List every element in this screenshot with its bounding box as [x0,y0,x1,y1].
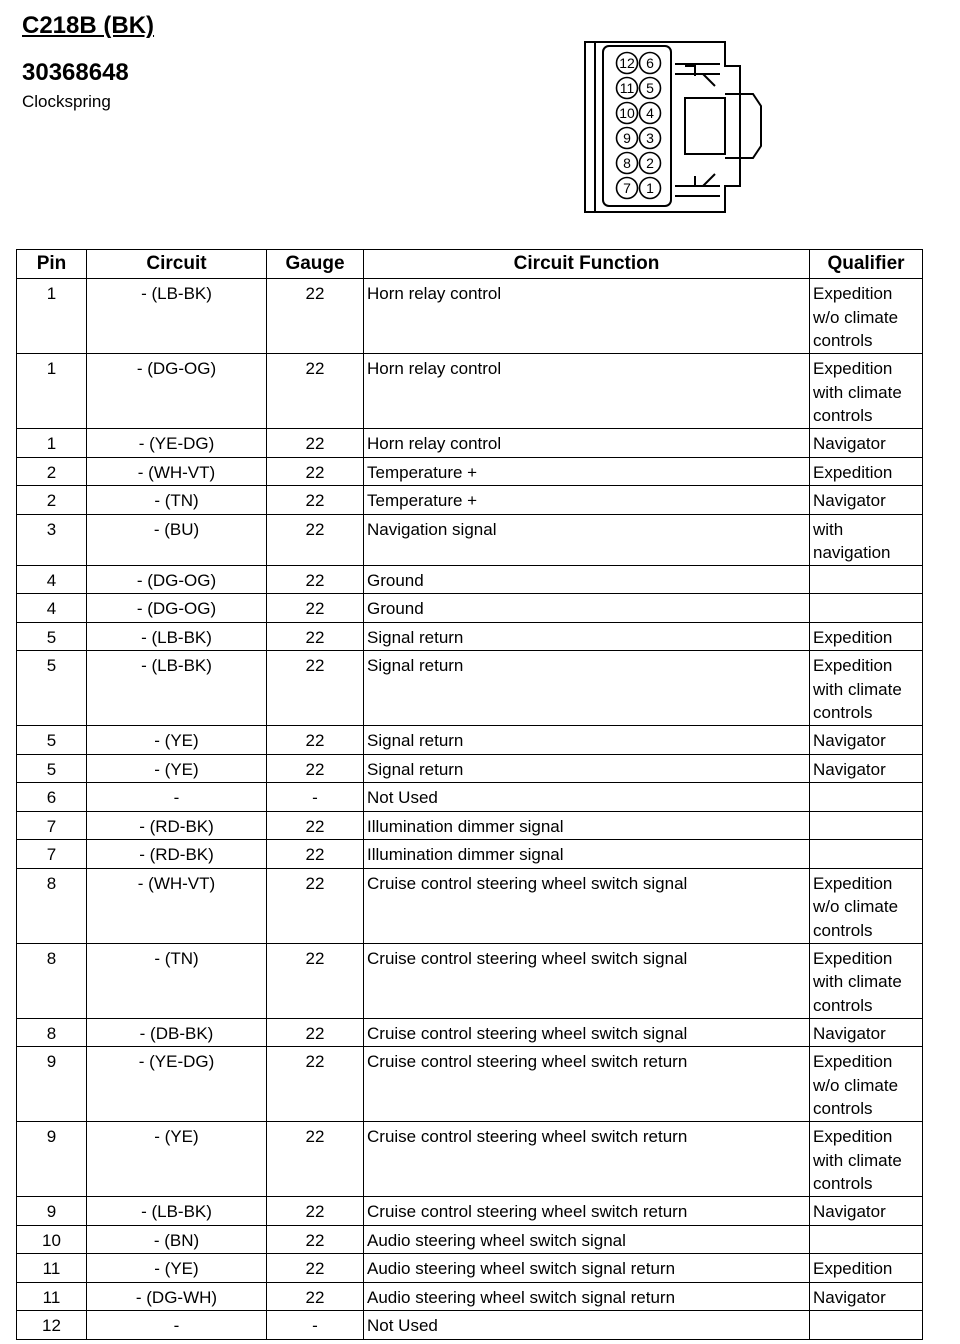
connector-pin-label: 2 [646,155,654,171]
cell-circuit: - (DG-OG) [87,594,267,623]
cell-function: Audio steering wheel switch signal [364,1225,810,1254]
cell-function: Ground [364,565,810,594]
cell-circuit: - (LB-BK) [87,279,267,354]
cell-circuit: - (YE) [87,1254,267,1283]
cell-qualifier: Navigator [810,1282,923,1311]
cell-function: Not Used [364,783,810,812]
cell-pin: 4 [17,565,87,594]
cell-gauge: 22 [267,1122,364,1197]
table-header-row [17,250,923,279]
connector-pin-label: 12 [619,55,635,71]
cell-circuit: - (DG-OG) [87,565,267,594]
cell-pin: 5 [17,726,87,755]
cell-function: Signal return [364,622,810,651]
table-row [17,1122,923,1197]
cell-circuit: - (LB-BK) [87,622,267,651]
cell-qualifier [810,1311,923,1340]
cell-qualifier [810,594,923,623]
cell-circuit: - [87,783,267,812]
cell-qualifier: Expedition [810,622,923,651]
table-row [17,1225,923,1254]
table-row [17,622,923,651]
cell-function: Illumination dimmer signal [364,840,810,869]
cell-gauge: 22 [267,651,364,726]
cell-qualifier: Navigator [810,1018,923,1047]
cell-qualifier: Expedition with climate controls [810,651,923,726]
cell-circuit: - (RD-BK) [87,811,267,840]
cell-function: Horn relay control [364,429,810,458]
cell-qualifier: Navigator [810,726,923,755]
cell-gauge: 22 [267,429,364,458]
cell-pin: 8 [17,943,87,1018]
cell-pin: 2 [17,457,87,486]
cell-pin: 11 [17,1254,87,1283]
cell-qualifier [810,811,923,840]
cell-circuit: - (DG-WH) [87,1282,267,1311]
cell-circuit: - (DB-BK) [87,1018,267,1047]
table-row [17,594,923,623]
table-row [17,1282,923,1311]
cell-gauge: 22 [267,457,364,486]
cell-pin: 3 [17,514,87,565]
table-row [17,486,923,515]
table-row [17,726,923,755]
col-header-gauge: Gauge [267,250,364,279]
cell-gauge: 22 [267,1282,364,1311]
cell-qualifier [810,565,923,594]
cell-circuit: - (YE) [87,1122,267,1197]
cell-circuit: - (WH-VT) [87,457,267,486]
connector-pin-label: 6 [646,55,654,71]
cell-gauge: 22 [267,594,364,623]
cell-gauge: 22 [267,622,364,651]
cell-qualifier: Navigator [810,1197,923,1226]
cell-gauge: - [267,783,364,812]
cell-qualifier: with navigation [810,514,923,565]
connector-pin-label: 5 [646,80,654,96]
cell-gauge: 22 [267,1018,364,1047]
cell-gauge: 22 [267,754,364,783]
cell-function: Illumination dimmer signal [364,811,810,840]
cell-pin: 7 [17,840,87,869]
cell-gauge: 22 [267,811,364,840]
cell-pin: 9 [17,1197,87,1226]
cell-qualifier: Expedition [810,457,923,486]
cell-pin: 10 [17,1225,87,1254]
cell-pin: 7 [17,811,87,840]
cell-gauge: 22 [267,943,364,1018]
cell-gauge: 22 [267,514,364,565]
cell-function: Ground [364,594,810,623]
cell-pin: 1 [17,429,87,458]
table-row [17,1047,923,1122]
cell-function: Signal return [364,726,810,755]
connector-pin-label: 1 [646,180,654,196]
cell-function: Audio steering wheel switch signal return [364,1254,810,1283]
table-row [17,1311,923,1340]
cell-pin: 6 [17,783,87,812]
cell-pin: 8 [17,868,87,943]
cell-pin: 5 [17,651,87,726]
table-row [17,279,923,354]
cell-function: Horn relay control [364,354,810,429]
connector-pin-label: 10 [619,105,635,121]
cell-circuit: - (BN) [87,1225,267,1254]
cell-pin: 8 [17,1018,87,1047]
table-row [17,514,923,565]
cell-qualifier: Expedition [810,1254,923,1283]
cell-qualifier: Expedition with climate controls [810,943,923,1018]
cell-circuit: - (LB-BK) [87,651,267,726]
cell-circuit: - [87,1311,267,1340]
connector-pin-label: 7 [623,180,631,196]
col-header-circuit: Circuit [87,250,267,279]
cell-circuit: - (TN) [87,486,267,515]
cell-pin: 5 [17,622,87,651]
cell-qualifier [810,1225,923,1254]
connector-description: Clockspring [22,92,111,111]
cell-qualifier: Expedition with climate controls [810,354,923,429]
cell-function: Cruise control steering wheel switch signal [364,1018,810,1047]
cell-function: Navigation signal [364,514,810,565]
cell-circuit: - (RD-BK) [87,840,267,869]
cell-function: Cruise control steering wheel switch return [364,1122,810,1197]
table-row [17,429,923,458]
cell-gauge: 22 [267,868,364,943]
cell-pin: 4 [17,594,87,623]
cell-gauge: 22 [267,486,364,515]
table-row [17,783,923,812]
cell-circuit: - (BU) [87,514,267,565]
cell-qualifier: Expedition w/o climate controls [810,279,923,354]
cell-gauge: 22 [267,726,364,755]
cell-circuit: - (LB-BK) [87,1197,267,1226]
cell-qualifier: Navigator [810,754,923,783]
cell-gauge: 22 [267,565,364,594]
cell-function: Cruise control steering wheel switch signal [364,943,810,1018]
table-row [17,565,923,594]
part-number: 30368648 [22,59,129,86]
cell-function: Temperature + [364,486,810,515]
cell-qualifier: Expedition with climate controls [810,1122,923,1197]
cell-qualifier [810,840,923,869]
cell-gauge: 22 [267,1047,364,1122]
connector-pin-label: 8 [623,155,631,171]
cell-circuit: - (YE) [87,726,267,755]
cell-circuit: - (DG-OG) [87,354,267,429]
col-header-function: Circuit Function [364,250,810,279]
cell-circuit: - (YE-DG) [87,1047,267,1122]
connector-pin-label: 11 [619,80,635,96]
table-row [17,651,923,726]
cell-pin: 9 [17,1122,87,1197]
table-row [17,754,923,783]
cell-gauge: 22 [267,1254,364,1283]
cell-function: Signal return [364,651,810,726]
connector-pin-label: 3 [646,130,654,146]
cell-gauge: 22 [267,279,364,354]
cell-qualifier: Navigator [810,429,923,458]
cell-gauge: 22 [267,840,364,869]
cell-pin: 1 [17,279,87,354]
cell-qualifier: Expedition w/o climate controls [810,1047,923,1122]
cell-function: Signal return [364,754,810,783]
cell-gauge: 22 [267,354,364,429]
cell-gauge: 22 [267,1197,364,1226]
cell-function: Cruise control steering wheel switch signal [364,868,810,943]
connector-face-diagram [575,36,775,221]
table-row [17,1197,923,1226]
cell-pin: 2 [17,486,87,515]
connector-pin-label: 4 [646,105,654,121]
pinout-table [16,249,923,1340]
table-row [17,354,923,429]
cell-circuit: - (YE) [87,754,267,783]
cell-circuit: - (YE-DG) [87,429,267,458]
cell-function: Not Used [364,1311,810,1340]
table-row [17,943,923,1018]
cell-circuit: - (TN) [87,943,267,1018]
cell-circuit: - (WH-VT) [87,868,267,943]
table-row [17,811,923,840]
table-row [17,1018,923,1047]
cell-pin: 11 [17,1282,87,1311]
col-header-pin: Pin [17,250,87,279]
connector-title: C218B (BK) [22,12,155,39]
table-row [17,457,923,486]
cell-pin: 1 [17,354,87,429]
cell-pin: 12 [17,1311,87,1340]
cell-qualifier: Navigator [810,486,923,515]
cell-gauge: 22 [267,1225,364,1254]
cell-function: Audio steering wheel switch signal return [364,1282,810,1311]
cell-pin: 5 [17,754,87,783]
cell-qualifier [810,783,923,812]
table-row [17,868,923,943]
connector-pin-label: 9 [623,130,631,146]
col-header-qualifier: Qualifier [810,250,923,279]
cell-function: Horn relay control [364,279,810,354]
cell-gauge: - [267,1311,364,1340]
cell-function: Temperature + [364,457,810,486]
cell-pin: 9 [17,1047,87,1122]
cell-function: Cruise control steering wheel switch return [364,1197,810,1226]
table-row [17,840,923,869]
cell-function: Cruise control steering wheel switch return [364,1047,810,1122]
table-row [17,1254,923,1283]
cell-qualifier: Expedition w/o climate controls [810,868,923,943]
